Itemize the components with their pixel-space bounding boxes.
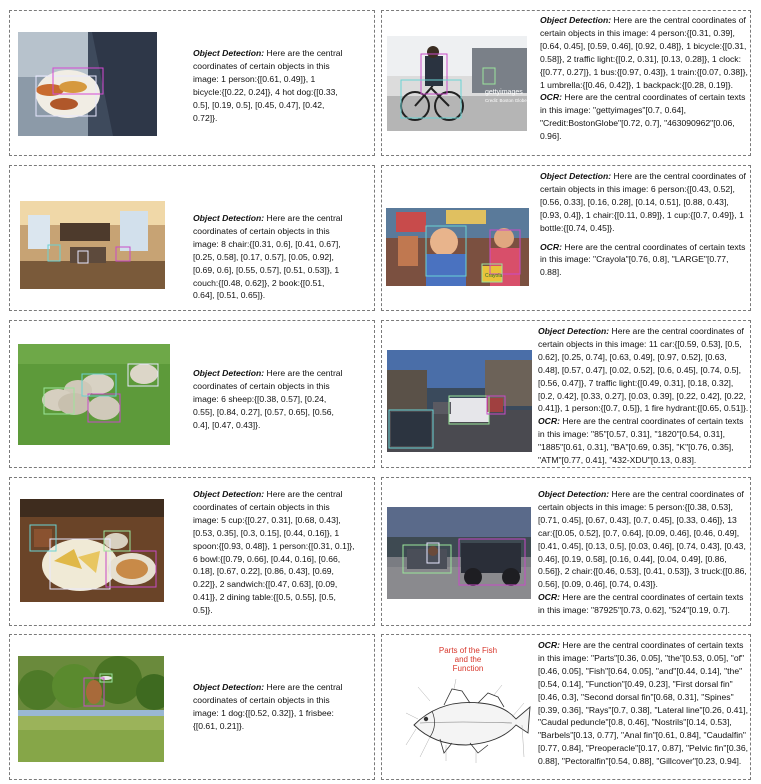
fish-diagram	[400, 641, 536, 777]
panel-5	[9, 320, 375, 468]
od-label: Object Detection:	[540, 171, 612, 181]
panel-10-text: OCR: Here are the central coordinates of certain texts in this image: "Parts"[0.36, 0.05], "the"[0.53, 0.05], "of"[0.46, 0.05], "Fish"[0.64, 0.05], "and"[0.44, 0.14], "the"[0.54, 0.14], "Function"[0.49, 0.23], "First dorsal fin"[0.46, 0.3], "Second dorsal fin"[0.68, 0.31], "Spines"[0.39, 0.36], "Rays"[0.7, 0.38], "Lateral line"[0.26, 0.41], "Caudal peduncle"[0.8, 0.46], "Nostrils"[0.14, 0.53], "Barbels"[0.13, 0.77], "Anal fin"[0.61, 0.84], "Caudalfin"[0.77, 0.84], "Preoperacle"[0.17, 0.87], "Pelvic fin"[0.36, 0.88], "Pectoralfin"[0.54, 0.88], "Gillcover"[0.23, 0.94].	[538, 640, 748, 767]
crayola-label: Crayola	[485, 273, 503, 279]
panel-5-text: Object Detection: Here are the central coordinates of certain objects in this image: 6 sheep:{[0.38, 0.57], [0.24, 0.55], [0.84, 0.27], [0.57, 0.65], [0.56, 0.4], [0.47, 0.43]}.	[193, 368, 343, 430]
vintage-cars-photo	[387, 507, 531, 599]
panel-9-text: Object Detection: Here are the central coordinates of certain objects in this image: 1 dog:{[0.52, 0.32]}, 1 frisbee:{[0.61, 0.21]}.	[193, 682, 343, 731]
panel-4-text: Object Detection: Here are the central coordinates of certain objects in this image: 6 person:{[0.43, 0.52], [0.56, 0.33], [0.16, 0.28], [0.14, 0.51], [0.88, 0.43], [0.93, 0.4]}, 1 chair:{[0.11, 0.89]}, 1 cup:{[0.7, 0.49]}, 1 bottle:{[0.74, 0.45]}. OCR: Here are the central coordinates of certain texts in this image: "Crayola"[0.76, 0.8], "LARGE"[0.77, 0.88].	[540, 171, 746, 278]
food-table-photo	[20, 499, 164, 602]
classroom-photo	[386, 208, 529, 286]
panel-3	[9, 165, 375, 311]
ocr-label: OCR:	[538, 592, 560, 603]
panel-8	[381, 477, 751, 626]
od-label: Object Detection:	[538, 326, 610, 336]
fish-title-line2: and the	[454, 655, 482, 664]
panel-3-text: Object Detection: Here are the central coordinates of certain objects in this image: 8 chair:{[0.31, 0.6], [0.41, 0.67], [0.25, 0.58], [0.17, 0.57], [0.05, 0.92], [0.69, 0.6], [0.55, 0.57], [0.51, 0.53]}, 1 couch:{[0.48, 0.62]}, 2 book:{[0.51, 0.64], [0.51, 0.65]}.	[193, 213, 343, 301]
od-label: Object Detection:	[193, 489, 265, 499]
credit-watermark: Credit: Boston Globe	[485, 98, 527, 103]
ocr-label: OCR:	[538, 416, 560, 427]
panel-1	[9, 10, 375, 156]
fish-title-line1: Parts of the Fish	[438, 646, 498, 655]
panel-7	[9, 477, 375, 626]
hotdog-photo	[18, 32, 157, 136]
od-label: Object Detection:	[538, 489, 610, 499]
ocr-label: OCR:	[540, 241, 562, 252]
street-photo	[387, 350, 532, 452]
living-room-photo	[20, 201, 165, 289]
panel-9	[9, 634, 375, 780]
panel-1-text: Object Detection: Here are the central coordinates of certain objects in this image: 1 person:{[0.61, 0.49]}, 1 bicycle:{[0.22, 0.24]}, 4 hot dog:{[0.33, 0.5], [0.19, 0.5], [0.45, 0.47], [0.42, 0.72]}.	[193, 48, 343, 123]
od-label: Object Detection:	[193, 682, 265, 692]
ocr-label: OCR:	[540, 92, 562, 103]
sheep-photo	[18, 344, 170, 445]
od-label: Object Detection:	[193, 368, 265, 378]
dog-frisbee-photo	[18, 656, 164, 762]
ocr-label: OCR:	[538, 640, 560, 650]
fish-title-line3: Function	[452, 664, 484, 673]
panel-2	[381, 10, 751, 156]
panel-2-text: Object Detection: Here are the central coordinates of certain objects in this image: 4 person:{[0.31, 0.39], [0.64, 0.45], [0.59, 0.46], [0.92, 0.48]}, 1 bicycle:{[0.31, 0.58]}, 2 traffic light:{[0.2, 0.31], [0.13, 0.28]}, 1 clock:{[0.77, 0.27]}, 1 bus:{[0.97, 0.43]}, 1 train:{[0.07, 0.38]}, 1 umbrella:{[0.46, 0.42]}, 1 backpack:{[0.28, 0.19]}. OCR: Here are the central coordinates of certain texts in this image: "gettyimages"[0.7, 0.64], "Credit:BostonGlobe"[0.72, 0.7], "463090962"[0.06, 0.96].	[540, 15, 748, 142]
panel-10	[381, 634, 751, 780]
gettyimages-watermark: gettyimages	[485, 89, 523, 96]
panel-7-text: Object Detection: Here are the central coordinates of certain objects in this image: 5 cup:{[0.27, 0.31], [0.68, 0.43], [0.53, 0.35], [0.3, 0.15], [0.44, 0.16]}, 1 spoon:{[0.93, 0.48]}, 1 person:{[0.31, 0.1]}, 6 bowl:{[0.79, 0.66], [0.44, 0.16], [0.66, 0.18], [0.67, 0.22], [0.86, 0.43], [0.69, 0.22]}, 2 sandwich:{[0.47, 0.63], [0.09, 0.41]}, 2 dining table:{[0.5, 0.55], [0.5, 0.5]}.	[193, 489, 355, 616]
panel-8-text: Object Detection: Here are the central coordinates of certain objects in this image: 5 person:{[0.38, 0.53], [0.71, 0.45], [0.67, 0.43], [0.7, 0.45], [0.33, 0.46]}, 13 car:{[0.05, 0.52], [0.7, 0.64], [0.09, 0.46], [0.46, 0.49], [0.41, 0.45], [0.13, 0.5], [0.03, 0.46], [0.74, 0.43], [0.43, 0.46], [0.19, 0.58], [0.16, 0.44], [0.04, 0.49], [0.86, 0.56]}, 2 chair:{[0.46, 0.53], [0.41, 0.53]}, 3 truck:{[0.86, 0.56], [0.09, 0.46], [0.74, 0.43]}. OCR: Here are the central coordinates of certain texts in this image: "87925"[0.73, 0.62], "524"[0.19, 0.7].	[538, 489, 747, 616]
panel-6-text: Object Detection: Here are the central coordinates of certain objects in this image: 11 car:{[0.59, 0.53], [0.5, 0.62], [0.25, 0.74], [0.63, 0.49], [0.97, 0.52], [0.63, 0.48], [0.57, 0.47], [0.02, 0.52], [0.6, 0.45], [0.74, 0.5], [0.56, 0.47]}, 7 traffic light:{[0.49, 0.31], [0.18, 0.32], [0.2, 0.42], [0.33, 0.27], [0.03, 0.39], [0.22, 0.42], [0.22, 0.41]}, 1 person:{[0.7, 0.5]}, 1 fire hydrant:{[0.65, 0.51]}. OCR: Here are the central coordinates of certain texts in this image: "85"[0.57, 0.31], "1820"[0.54, 0.31], "1885"[0.61, 0.31], "BA"[0.69, 0.35], "K"[0.76, 0.35], "ATM"[0.77, 0.41], "432-XDU"[0.13, 0.83].	[538, 326, 749, 466]
od-label: Object Detection:	[540, 15, 612, 25]
bicycle-photo	[387, 36, 527, 131]
panel-6	[381, 320, 751, 468]
od-label: Object Detection:	[193, 48, 265, 58]
panel-4	[381, 165, 751, 311]
od-label: Object Detection:	[193, 213, 265, 223]
